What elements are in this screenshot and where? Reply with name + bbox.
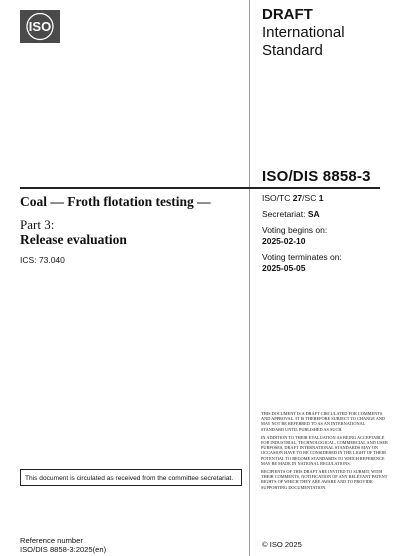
part-label: Part 3:	[20, 217, 55, 232]
draft-label: DRAFT	[262, 6, 313, 23]
reference-value: ISO/DIS 8858-3:2025(en)	[20, 545, 107, 554]
ics-code: ICS: 73.040	[20, 255, 65, 265]
draft-disclaimer	[261, 411, 389, 493]
reference-number	[20, 536, 106, 554]
standard-label: Standard	[262, 42, 323, 59]
voting-begins: Voting begins on: 2025-02-10	[262, 225, 328, 246]
document-title: Coal — Froth flotation testing —	[20, 194, 211, 209]
committee: ISO/TC 27/SC 1	[262, 193, 324, 203]
standard-number: ISO/DIS 8858-3	[262, 168, 371, 185]
iso-logo	[20, 10, 60, 43]
iso-logo-icon	[20, 10, 60, 43]
international-label: International	[262, 24, 345, 41]
secretariat: Secretariat: SA	[262, 209, 320, 219]
voting-terminates: Voting terminates on: 2025-05-05	[262, 252, 342, 273]
horizontal-divider	[20, 187, 380, 189]
disclaimer-paragraph: RECIPIENTS OF THIS DRAFT ARE INVITED TO SUBMIT, WITH THEIR COMMENTS, NOTIFICATION OF ANY RELEVANT PATENT RIGHTS OF WHICH THEY ARE AWARE AND TO PROVIDE SUPPORTING DOCUMENTATION.	[261, 469, 388, 490]
metadata-panel	[262, 193, 342, 279]
circulation-notice: This document is circulated as received from the committee secretariat.	[20, 469, 242, 486]
title-block	[20, 193, 245, 265]
document-status	[262, 6, 345, 60]
disclaimer-paragraph: IN ADDITION TO THEIR EVALUATION AS BEING ACCEPTABLE FOR INDUSTRIAL, TECHNOLOGICAL, COMMERCIAL AND USER PURPOSES, DRAFT INTERNATIONAL STANDARDS MAY ON OCCASION HAVE TO BE CONSIDERED IN THE LIGHT OF THEIR POTENTIAL TO BECOME STANDARDS TO WHICH REFERENCE MAY BE MADE IN NATIONAL REGULATIONS.	[261, 434, 388, 466]
vertical-divider	[249, 0, 250, 556]
reference-label: Reference number	[20, 536, 83, 545]
copyright: © ISO 2025	[262, 540, 302, 549]
document-subtitle: Release evaluation	[20, 232, 127, 247]
logo-text: ISO	[28, 19, 52, 34]
disclaimer-paragraph: THIS DOCUMENT IS A DRAFT CIRCULATED FOR COMMENTS AND APPROVAL. IT IS THEREFORE SUBJECT TO CHANGE AND MAY NOT BE REFERRED TO AS AN INTERNATIONAL STANDARD UNTIL PUBLISHED AS SUCH.	[261, 411, 386, 432]
